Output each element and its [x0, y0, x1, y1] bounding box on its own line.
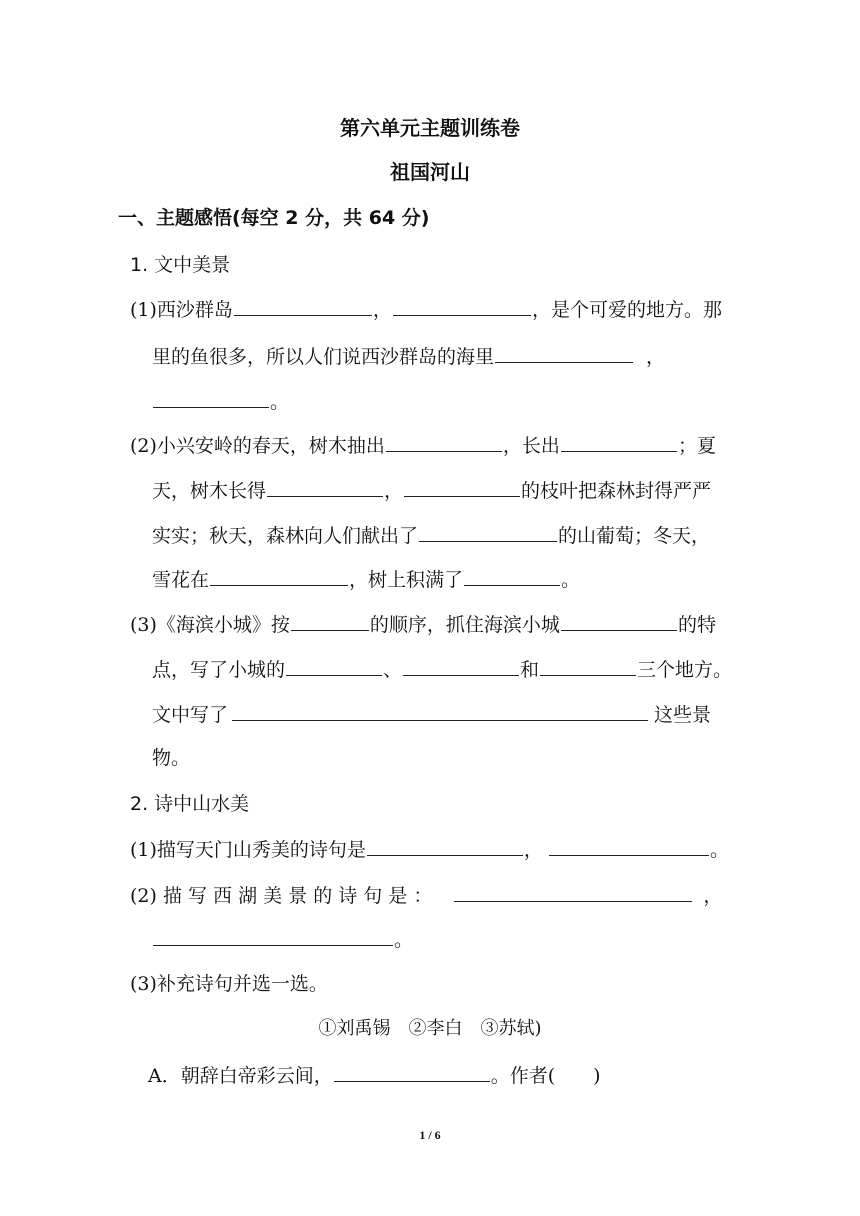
question-2-heading: 2. 诗中山水美 — [130, 793, 250, 815]
answer-blank[interactable] — [404, 478, 520, 497]
text: 的枝叶把森林封得严严 — [521, 480, 712, 502]
text: A．朝辞白帝彩云间， — [148, 1065, 333, 1087]
q2-p2-line2 — [152, 927, 413, 952]
text: ，长出 — [502, 435, 560, 457]
text: 三个地方。 — [637, 659, 733, 681]
text: (1)描写天门山秀美的诗句是 — [130, 839, 366, 861]
text: 。 — [709, 839, 729, 861]
answer-blank[interactable] — [286, 657, 382, 676]
answer-blank[interactable] — [419, 523, 557, 542]
answer-blank[interactable] — [291, 612, 369, 631]
text: 雪花在 — [152, 569, 210, 591]
page-title: 第六单元主题训练卷 — [340, 116, 520, 140]
text: 、 — [383, 659, 403, 681]
answer-blank[interactable] — [393, 297, 531, 316]
question-1-heading: 1. 文中美景 — [130, 254, 231, 276]
q1-p1-line1 — [130, 297, 722, 322]
page-number: 1 / 6 — [419, 1128, 441, 1142]
q1-p2-line4 — [152, 567, 580, 592]
q1-p3-line3 — [152, 702, 711, 727]
text: (3)补充诗句并选一选。 — [130, 973, 328, 995]
text: ， — [384, 480, 404, 502]
answer-blank[interactable] — [267, 478, 383, 497]
q2-item-a — [148, 1063, 601, 1088]
text: 。 — [270, 391, 290, 413]
q1-p1-line3 — [152, 389, 289, 414]
q2-p2-line1 — [130, 883, 722, 908]
answer-blank[interactable] — [334, 1063, 490, 1082]
page-subtitle: 祖国河山 — [390, 160, 470, 184]
q2-p3-line — [130, 972, 328, 996]
text: 。 — [394, 929, 414, 951]
answer-blank[interactable] — [210, 567, 348, 586]
text: 的顺序，抓住海滨小城 — [369, 614, 560, 636]
text: 。 — [561, 569, 581, 591]
q2-p1-line — [130, 837, 729, 862]
text: ， — [523, 839, 543, 861]
answer-blank[interactable] — [540, 657, 636, 676]
text: (1)西沙群岛 — [130, 299, 233, 321]
text: 。作者( ) — [490, 1065, 601, 1087]
answer-blank[interactable] — [234, 297, 372, 316]
text: ， — [646, 346, 666, 368]
text: 文中写了 — [152, 704, 229, 726]
q1-p2-line2 — [152, 478, 711, 503]
answer-blank[interactable] — [153, 927, 393, 946]
answer-blank[interactable] — [403, 657, 519, 676]
text: (2)小兴安岭的春天，树木抽出 — [130, 435, 385, 457]
text: 的特 — [677, 614, 716, 636]
q1-p2-line3 — [152, 523, 710, 548]
text: (3)《海滨小城》按 — [130, 614, 290, 636]
text: 天，树木长得 — [152, 480, 267, 502]
text: 实实；秋天，森林向人们献出了 — [152, 525, 419, 547]
text: 点，写了小城的 — [152, 659, 286, 681]
text: ， — [372, 299, 392, 321]
q1-p1-line2 — [152, 344, 665, 369]
answer-blank[interactable] — [561, 433, 677, 452]
author-options: ①刘禹锡 ②李白 ③苏轼) — [318, 1018, 542, 1039]
answer-blank[interactable] — [464, 567, 560, 586]
q1-p3-line4 — [152, 746, 190, 770]
answer-blank[interactable] — [561, 612, 677, 631]
text: (2) 描 写 西 湖 美 景 的 诗 句 是 ： — [130, 885, 433, 907]
text: 里的鱼很多，所以人们说西沙群岛的海里 — [152, 346, 495, 368]
text: ，是个可爱的地方。那 — [531, 299, 722, 321]
answer-blank[interactable] — [153, 389, 269, 408]
answer-blank[interactable] — [386, 433, 502, 452]
q1-p3-line2 — [152, 657, 732, 682]
text: ；夏 — [677, 435, 716, 457]
text: ，树上积满了 — [349, 569, 464, 591]
answer-blank[interactable] — [232, 702, 648, 721]
answer-blank[interactable] — [454, 883, 692, 902]
answer-blank[interactable] — [367, 837, 523, 856]
section-heading: 一、主题感悟(每空 2 分，共 64 分) — [118, 207, 430, 229]
text: 和 — [520, 659, 540, 681]
q1-p2-line1 — [130, 433, 716, 458]
answer-blank[interactable] — [495, 344, 633, 363]
text: 的山葡萄；冬天， — [558, 525, 711, 547]
answer-blank[interactable] — [549, 837, 709, 856]
q1-p3-line1 — [130, 612, 716, 637]
text: 这些景 — [654, 704, 712, 726]
text: ， — [703, 885, 723, 907]
text: 物。 — [152, 747, 191, 769]
